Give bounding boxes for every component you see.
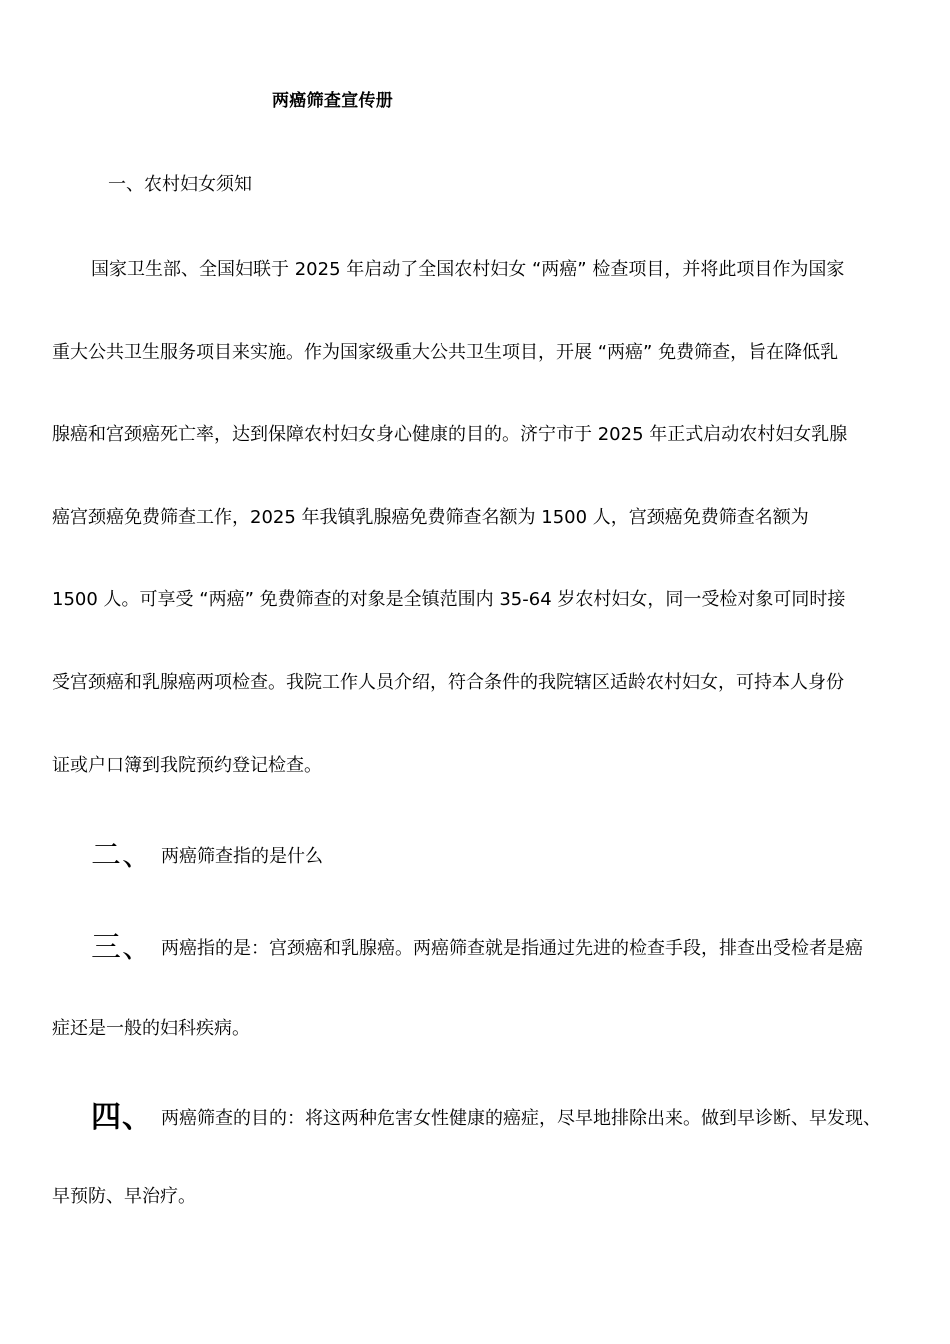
section4-heading [91, 1092, 881, 1136]
paragraph-line: 癌宫颈癌免费筛查工作，2025 年我镇乳腺癌免费筛查名额为 1500 人，宫颈癌免费筛查名额为 [52, 507, 809, 528]
section2-number: 二、 [91, 838, 153, 873]
paragraph-line: 1500 人。可享受 “两癌” 免费筛查的对象是全镇范围内 35-64 岁农村妇女，同一受检对象可同时接 [52, 589, 846, 610]
section4-text: 两癌筛查的目的：将这两种危害女性健康的癌症，尽早地排除出来。做到早诊断、早发现、 [161, 1108, 881, 1129]
section3-continuation: 症还是一般的妇科疾病。 [52, 1018, 250, 1039]
paragraph-line: 国家卫生部、全国妇联于 2025 年启动了全国农村妇女 “两癌” 检查项目，并将此项目作为国家 [91, 259, 845, 280]
section3-number: 三、 [91, 930, 153, 965]
section3-heading [91, 922, 863, 966]
section2-heading [91, 830, 323, 874]
section3-text: 两癌指的是：宫颈癌和乳腺癌。两癌筛查就是指通过先进的检查手段，排查出受检者是癌 [161, 938, 863, 959]
section1-heading: 一、农村妇女须知 [108, 174, 252, 195]
section2-text: 两癌筛查指的是什么 [161, 846, 323, 867]
document-title: 两癌筛查宣传册 [272, 91, 394, 111]
paragraph-line: 腺癌和宫颈癌死亡率，达到保障农村妇女身心健康的目的。济宁市于 2025 年正式启动农村妇女乳腺 [52, 424, 848, 445]
paragraph-line: 重大公共卫生服务项目来实施。作为国家级重大公共卫生项目，开展 “两癌” 免费筛查，旨在降低乳 [52, 342, 839, 363]
paragraph-line: 受宫颈癌和乳腺癌两项检查。我院工作人员介绍，符合条件的我院辖区适龄农村妇女，可持本人身份 [52, 672, 844, 693]
section4-number: 四、 [91, 1100, 153, 1135]
section4-continuation: 早预防、早治疗。 [52, 1186, 196, 1207]
paragraph-line: 证或户口簿到我院预约登记检查。 [52, 755, 322, 776]
